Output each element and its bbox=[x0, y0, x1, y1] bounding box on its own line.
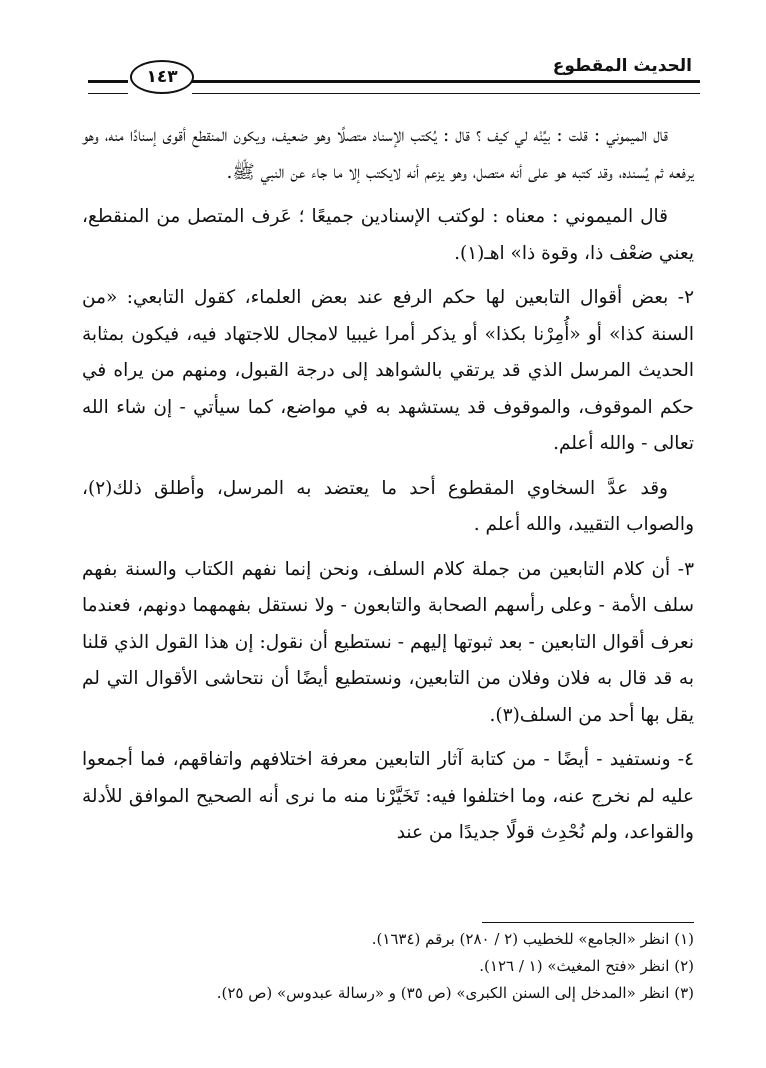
page-header bbox=[88, 52, 700, 100]
header-rule bbox=[192, 80, 700, 94]
paragraph: قال الميموني : معناه : لوكتب الإسنادين جميعًا ؛ عَرف المتصل من المنقطع، يعني ضعْف ذا، وقوة ذا» اهـ(١). bbox=[82, 206, 694, 264]
footnotes bbox=[82, 926, 694, 1007]
numbered-paragraph: ٢- بعض أقوال التابعين لها حكم الرفع عند بعض العلماء، كقول التابعي: «من السنة كذا» أو «أُمِرْنا بكذا» أو يذكر أمرا غيبيا لامجال للاجتهاد فيه، فيكون بمثابة الحديث المرسل الذي قد يرتقي بالشواهد إلى درجة القبول، ومنهم من يراه في حكم الموقوف، والموقوف قد يستشهد به في مواضع، كما سيأتي - إن شاء الله تعالى - والله أعلم. bbox=[82, 287, 694, 454]
main-text bbox=[82, 118, 694, 860]
page-number: ١٤٣ bbox=[130, 60, 194, 94]
numbered-paragraph: ٣- أن كلام التابعين من جملة كلام السلف، ونحن إنما نفهم الكتاب والسنة بفهم سلف الأمة - وعلى رأسهم الصحابة والتابعون - ولا نستقل بفهمهما دونهم، فعندما نعرف أقوال التابعين - بعد ثبوتها إليهم - نستطيع أن نقول: إن هذا القول الذي قلنا به قد قال به فلان وفلان من التابعين، ونستطيع أيضًا أن نتحاشى الأقوال التي لم يقل بها أحد من السلف(٣). bbox=[82, 558, 694, 726]
header-rule-left bbox=[88, 80, 128, 94]
footnote: (٢) انظر «فتح المغيث» (١ / ١٢٦). bbox=[479, 957, 694, 975]
footnote: (٣) انظر «المدخل إلى السنن الكبرى» (ص ٣٥) و «رسالة عبدوس» (ص ٢٥). bbox=[216, 984, 694, 1002]
paragraph: قال الميموني : قلت : بيِّنْه لي كيف ؟ قال : يُكتب الإسناد متصلًا وهو ضعيف، ويكون المنقطع أقوى إسنادًا منه، وهو يرفعه ثم يُسنده، وقد كتبه هو على أنه متصل، وهو يزعم أنه لايكتب إلا ما جاء عن النبي ﷺ. bbox=[82, 125, 694, 183]
running-title: الحديث المقطوع bbox=[552, 56, 692, 76]
footnote-separator bbox=[482, 922, 694, 923]
numbered-paragraph: ٤- ونستفيد - أيضًا - من كتابة آثار التابعين معرفة اختلافهم واتفاقهم، فما أجمعوا عليه لم نخرج عنه، وما اختلفوا فيه: تَخَيَّرْنا منه ما نرى أنه الصحيح الموافق للأدلة والقواعد، ولم نُحْدِث قولًا جديدًا من عند bbox=[82, 749, 694, 843]
footnote: (١) انظر «الجامع» للخطيب (٢ / ٢٨٠) برقم (١٦٣٤). bbox=[371, 930, 694, 948]
paragraph: وقد عدَّ السخاوي المقطوع أحد ما يعتضد به المرسل، وأطلق ذلك(٢)، والصواب التقييد، والله أعلم . bbox=[82, 477, 694, 535]
